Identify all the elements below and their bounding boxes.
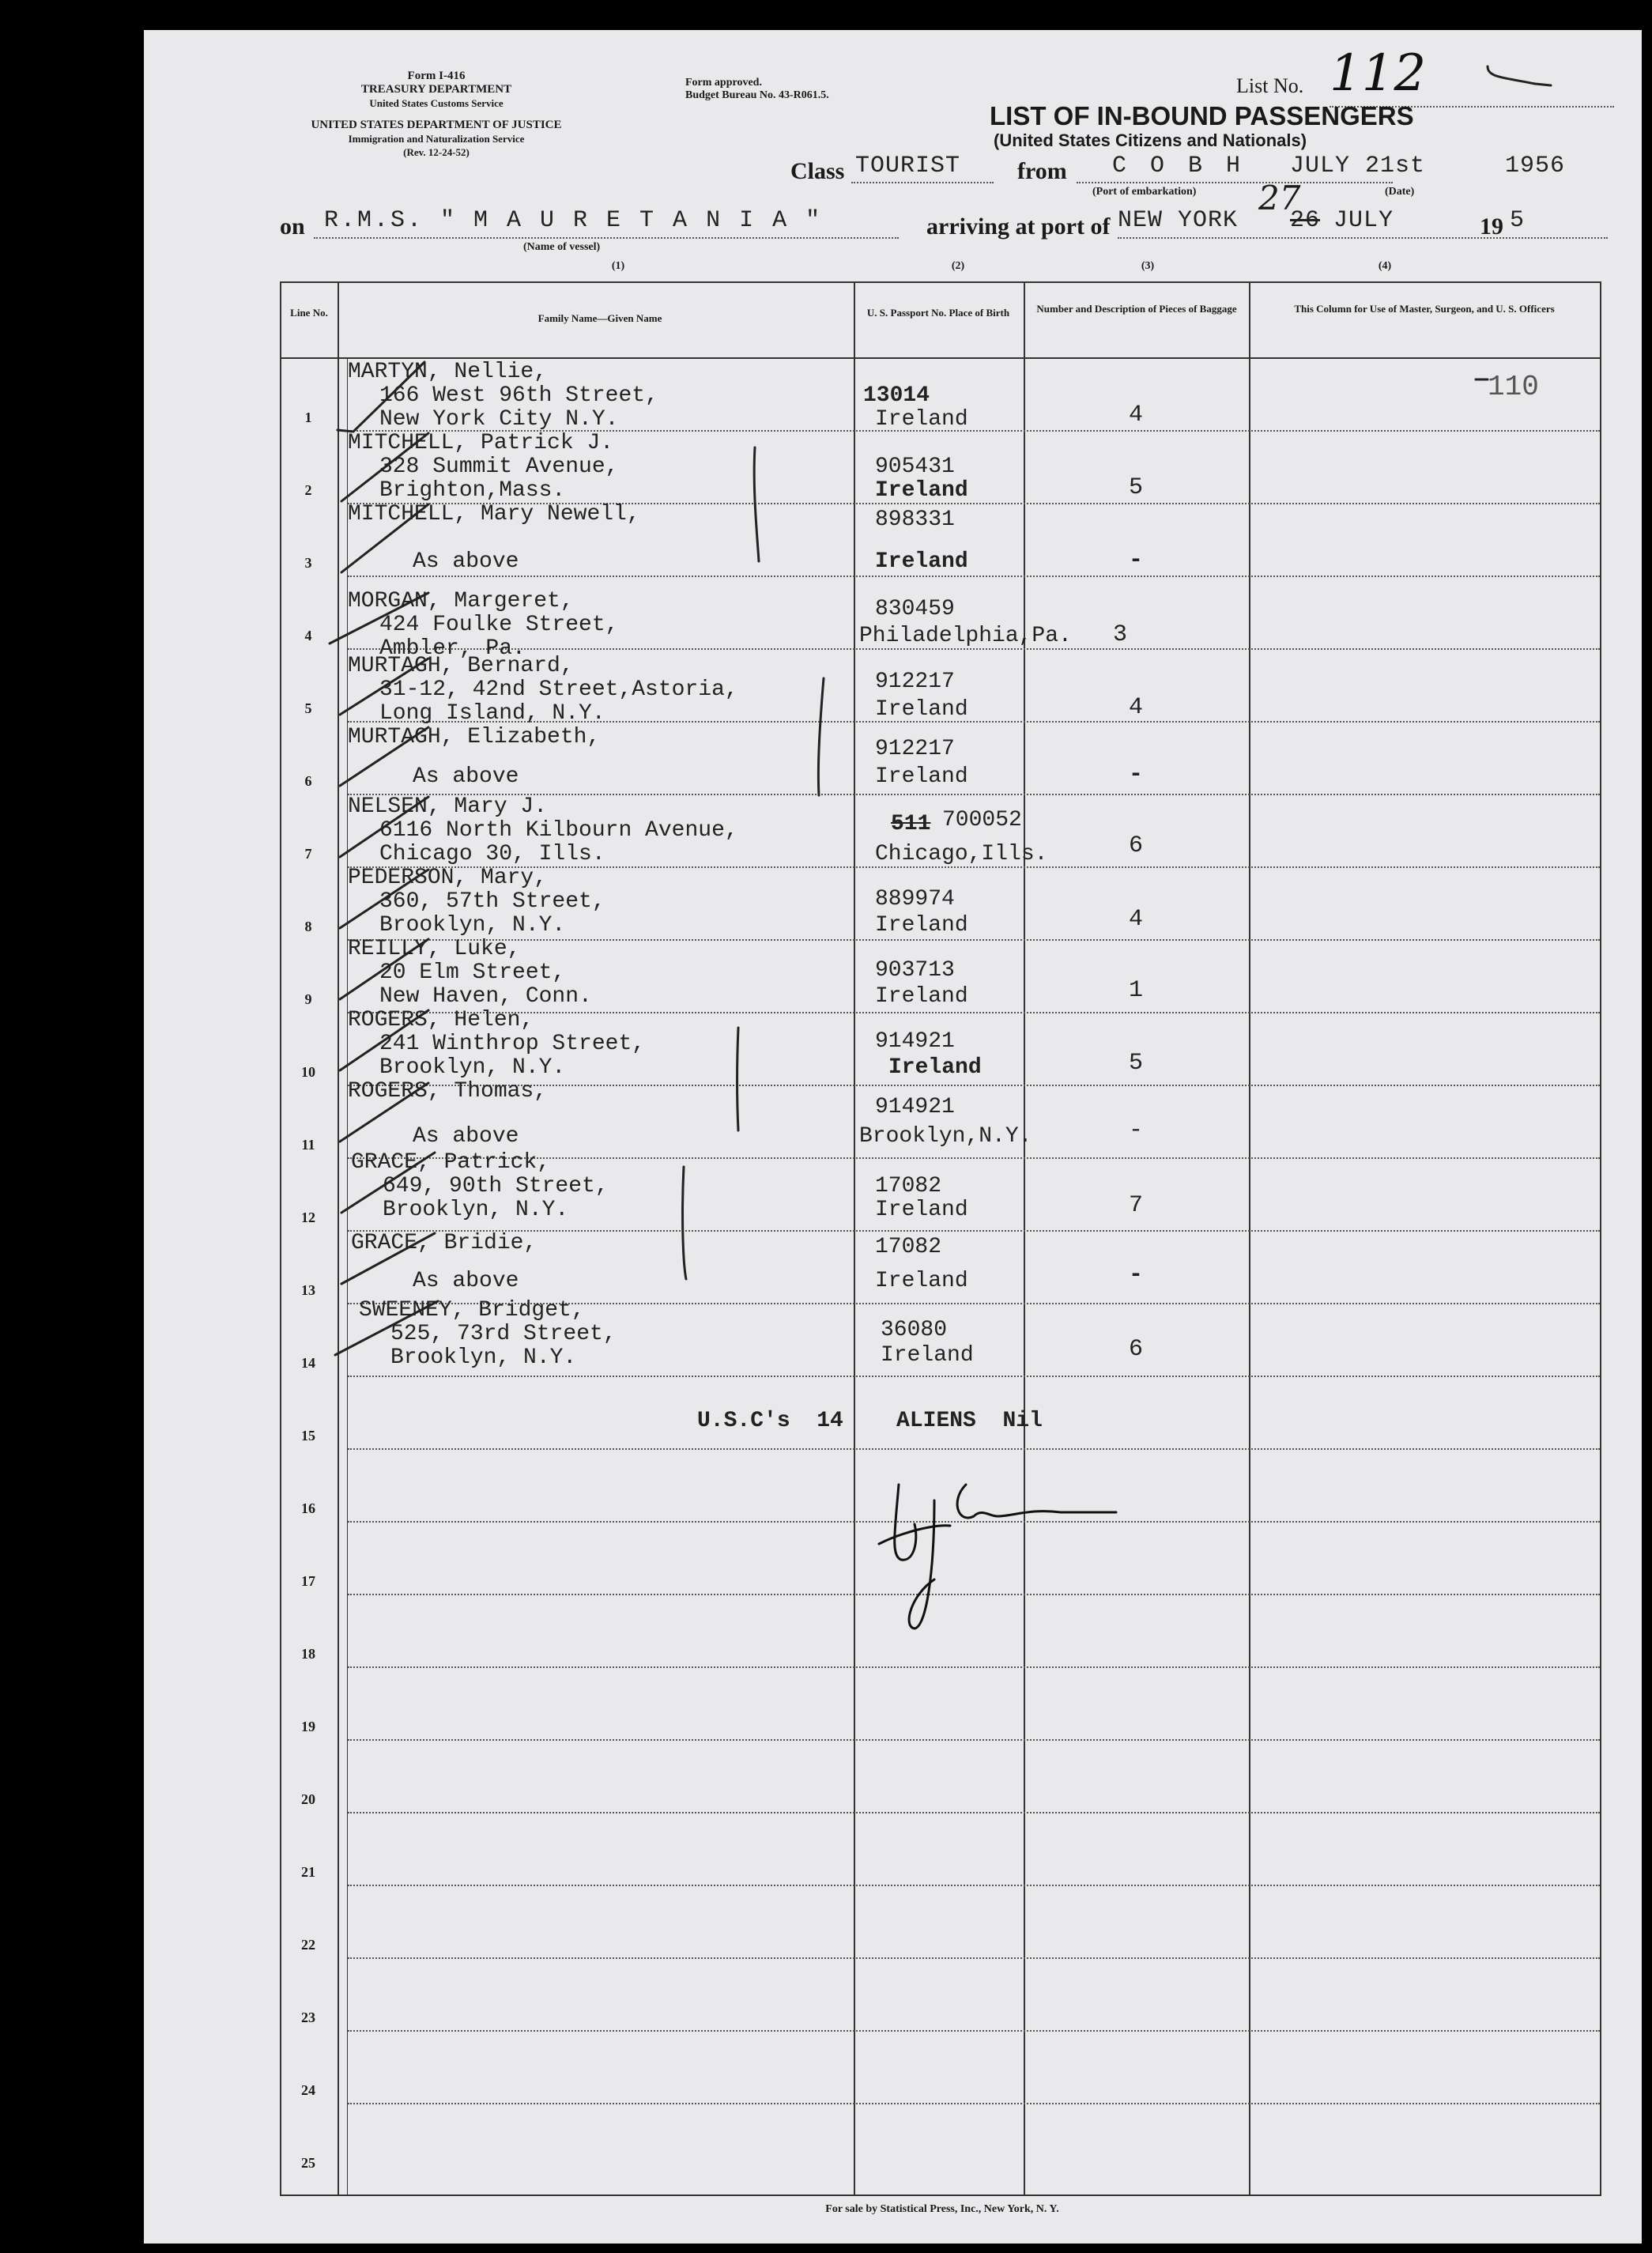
line-number: 7 xyxy=(304,846,312,862)
port-embarkation-label: (Port of embarkation) xyxy=(1092,186,1197,198)
passenger-address: 649, 90th Street, xyxy=(383,1174,609,1198)
line-number: 12 xyxy=(301,1210,315,1225)
place-of-birth: Ireland xyxy=(888,1055,982,1080)
document-sheet xyxy=(144,30,1642,2244)
col-index-4: (4) xyxy=(1378,260,1392,272)
passenger-name: NELSEN, Mary J. xyxy=(348,794,548,819)
tick-mark xyxy=(340,727,428,786)
tick-mark xyxy=(341,433,428,501)
baggage-count: - xyxy=(1128,547,1143,574)
budget-bureau: Budget Bureau No. 43-R061.5. xyxy=(685,89,829,101)
scribble-mark xyxy=(1488,66,1551,85)
baggage-count: 5 xyxy=(1128,1050,1143,1077)
dept-justice: UNITED STATES DEPARTMENT OF JUSTICE xyxy=(311,119,562,131)
list-number: 112 xyxy=(1330,44,1427,103)
baggage-count: - xyxy=(1128,1117,1143,1144)
baggage-count: 3 xyxy=(1112,621,1127,648)
passport-number: 914921 xyxy=(875,1029,955,1054)
passport-number: 17082 xyxy=(875,1174,942,1198)
passenger-address: Long Island, N.Y. xyxy=(379,701,605,726)
arrival-day-handwritten: 27 xyxy=(1258,179,1301,217)
form-number: Form I-416 xyxy=(407,70,466,82)
passenger-name: MURTAGH, Elizabeth, xyxy=(348,725,601,749)
baggage-count: 5 xyxy=(1128,474,1143,501)
from-value: C O B H xyxy=(1112,153,1246,179)
place-of-birth: Ireland xyxy=(881,1343,974,1368)
baggage-count: 4 xyxy=(1128,694,1143,721)
passenger-address: 166 West 96th Street, xyxy=(379,383,658,408)
tick-mark xyxy=(341,1153,435,1213)
header-passport: U. S. Passport No. Place of Birth xyxy=(866,307,1010,319)
passenger-name: MITCHELL, Mary Newell, xyxy=(348,502,640,526)
passenger-address: 6116 North Kilbourn Avenue, xyxy=(379,818,738,843)
passenger-address: Brooklyn, N.Y. xyxy=(383,1198,569,1222)
place-of-birth: Ireland xyxy=(875,1198,968,1222)
arrival-year-prefix: 19 xyxy=(1480,213,1503,240)
on-label: on xyxy=(280,213,305,240)
line-number: 17 xyxy=(301,1573,315,1589)
year-value: 1956 xyxy=(1505,153,1566,179)
line-number: 22 xyxy=(301,1937,315,1953)
col-index-3: (3) xyxy=(1141,260,1155,272)
col-index-1: (1) xyxy=(611,260,625,272)
dept-customs: United States Customs Service xyxy=(369,97,504,109)
place-of-birth: Ireland xyxy=(875,697,968,722)
passport-number: 700052 xyxy=(942,808,1022,832)
passport-number: 905431 xyxy=(875,455,955,479)
passenger-address: 525, 73rd Street, xyxy=(390,1322,617,1346)
baggage-count: 1 xyxy=(1128,977,1143,1004)
passenger-name: PEDERSON, Mary, xyxy=(348,866,548,890)
line-number: 6 xyxy=(304,773,312,789)
passenger-address: New Haven, Conn. xyxy=(379,984,592,1009)
baggage-count: 6 xyxy=(1128,832,1143,859)
tick-mark xyxy=(338,362,424,432)
class-value: TOURIST xyxy=(855,153,961,179)
tick-mark xyxy=(340,870,428,928)
passenger-address: 31-12, 42nd Street,Astoria, xyxy=(379,677,738,702)
passenger-address: As above xyxy=(413,1269,519,1293)
passenger-name: ROGERS, Helen, xyxy=(348,1008,534,1032)
vessel-label: (Name of vessel) xyxy=(523,241,601,253)
passenger-address: Brooklyn, N.Y. xyxy=(379,1055,566,1080)
passenger-address: 20 Elm Street, xyxy=(379,960,566,985)
baggage-count: - xyxy=(1128,761,1143,788)
arrival-year-digit: 5 xyxy=(1510,207,1526,234)
arriving-label: arriving at port of xyxy=(926,213,1111,240)
line-number: 25 xyxy=(301,2155,315,2171)
line-number: 9 xyxy=(304,991,312,1007)
passport-number: 889974 xyxy=(875,887,955,911)
dept-immigration: Immigration and Naturalization Service xyxy=(348,133,525,145)
date-value: JULY 21st xyxy=(1290,153,1426,179)
passenger-address: As above xyxy=(413,1124,519,1149)
passenger-address: Ambler, Pa. xyxy=(379,636,526,661)
line-number: 1 xyxy=(304,409,312,425)
place-of-birth: Ireland xyxy=(875,764,968,789)
line-number: 11 xyxy=(301,1137,315,1153)
page-title: LIST OF IN-BOUND PASSENGERS xyxy=(990,101,1414,130)
line-number: 3 xyxy=(304,555,312,571)
passenger-name: GRACE, Bridie, xyxy=(351,1231,537,1255)
passport-number-struck: 511 xyxy=(891,812,931,836)
line-number: 8 xyxy=(304,919,312,934)
place-of-birth: Brooklyn,N.Y. xyxy=(859,1124,1032,1149)
passenger-name: SWEENEY, Bridget, xyxy=(359,1298,585,1323)
tick-mark xyxy=(335,1301,438,1355)
passenger-address: Brooklyn, N.Y. xyxy=(379,913,566,938)
passport-number: 898331 xyxy=(875,508,955,532)
line-number: 16 xyxy=(301,1500,315,1516)
bracket-mark xyxy=(737,1028,739,1130)
baggage-count: - xyxy=(1128,1262,1143,1289)
line-number: 5 xyxy=(304,700,312,716)
passenger-address: 241 Winthrop Street, xyxy=(379,1032,646,1056)
place-of-birth: Ireland xyxy=(875,1269,968,1293)
date-label: (Date) xyxy=(1385,186,1415,198)
tick-mark xyxy=(340,1010,428,1070)
list-no-label: List No. xyxy=(1236,74,1304,97)
passenger-address: 360, 57th Street, xyxy=(379,889,605,914)
passenger-address: New York City N.Y. xyxy=(379,407,619,432)
line-number: 13 xyxy=(301,1282,315,1298)
passenger-address: 424 Foulke Street, xyxy=(379,613,619,637)
line-number: 20 xyxy=(301,1791,315,1807)
line-number: 23 xyxy=(301,2010,315,2025)
passenger-name: GRACE, Patrick, xyxy=(351,1150,551,1175)
handwriting-overlay xyxy=(144,30,1642,2244)
arrival-port: NEW YORK xyxy=(1118,207,1239,234)
passenger-name: MORGAN, Margeret, xyxy=(348,589,574,613)
page-subtitle: (United States Citizens and Nationals) xyxy=(994,130,1307,150)
arrival-month: JULY xyxy=(1333,207,1394,234)
passport-number: 17082 xyxy=(875,1235,942,1259)
baggage-count: 7 xyxy=(1128,1192,1143,1219)
passport-number: 13014 xyxy=(863,383,930,408)
tick-mark xyxy=(340,1083,428,1142)
header-officers: This Column for Use of Master, Surgeon, and U. S. Officers xyxy=(1294,303,1555,315)
line-number: 2 xyxy=(304,482,312,498)
bracket-mark xyxy=(683,1167,686,1279)
place-of-birth: Ireland xyxy=(875,478,968,503)
passport-number: 912217 xyxy=(875,670,955,694)
header-name: Family Name—Given Name xyxy=(537,312,662,324)
bracket-mark xyxy=(754,447,759,561)
passenger-address: Brighton,Mass. xyxy=(379,478,566,503)
header-baggage: Number and Description of Pieces of Baggage xyxy=(1036,303,1237,315)
signature xyxy=(879,1485,1116,1628)
place-of-birth: Ireland xyxy=(875,549,968,574)
passenger-name: ROGERS, Thomas, xyxy=(348,1079,548,1104)
line-number: 18 xyxy=(301,1646,315,1662)
place-of-birth: Ireland xyxy=(875,913,968,938)
tick-mark xyxy=(341,504,428,572)
passport-number: 914921 xyxy=(875,1095,955,1119)
header-line-no: Line No. xyxy=(290,307,328,319)
form-revision: (Rev. 12-24-52) xyxy=(403,146,470,158)
passport-number: 830459 xyxy=(875,597,955,621)
col-index-2: (2) xyxy=(951,260,965,272)
dept-treasury: TREASURY DEPARTMENT xyxy=(360,83,512,96)
passenger-name: REILLY, Luke, xyxy=(348,937,521,961)
place-of-birth: Chicago,Ills. xyxy=(875,842,1048,866)
passenger-address: As above xyxy=(413,549,519,574)
passport-number: 36080 xyxy=(881,1318,948,1342)
line-number: 24 xyxy=(301,2082,315,2098)
passenger-name: MITCHELL, Patrick J. xyxy=(348,431,614,455)
passenger-address: Brooklyn, N.Y. xyxy=(390,1345,577,1370)
passport-number: 912217 xyxy=(875,737,955,761)
tick-mark xyxy=(340,939,428,999)
line-number: 4 xyxy=(304,628,312,643)
passenger-name: MARTYN, Nellie, xyxy=(348,360,548,384)
passenger-address: Chicago 30, Ills. xyxy=(379,842,605,866)
summary-line: U.S.C's 14 ALIENS Nil xyxy=(697,1409,1043,1433)
bracket-mark xyxy=(818,678,824,795)
place-of-birth: Ireland xyxy=(875,984,968,1009)
passenger-address: 328 Summit Avenue, xyxy=(379,455,619,479)
line-number: 14 xyxy=(301,1355,315,1371)
line-number: 21 xyxy=(301,1864,315,1880)
baggage-count: 6 xyxy=(1128,1336,1143,1363)
baggage-count: 4 xyxy=(1128,906,1143,933)
line-number: 15 xyxy=(301,1428,315,1444)
line-number: 19 xyxy=(301,1719,315,1734)
place-of-birth: Philadelphia,Pa. xyxy=(859,624,1072,648)
officer-note: 110 xyxy=(1488,371,1539,403)
tick-mark xyxy=(341,1233,435,1284)
passenger-name: MURTAGH, Bernard, xyxy=(348,654,574,678)
tick-mark xyxy=(340,797,428,857)
arrival-day-struck: 26 xyxy=(1290,207,1321,234)
passport-number: 903713 xyxy=(875,958,955,983)
passenger-address: As above xyxy=(413,764,519,789)
baggage-count: 4 xyxy=(1128,402,1143,428)
form-approved: Form approved. xyxy=(685,77,762,89)
class-label: Class xyxy=(790,158,845,184)
vessel-name: R.M.S. " M A U R E T A N I A " xyxy=(324,207,823,234)
tick-mark xyxy=(340,659,428,715)
place-of-birth: Ireland xyxy=(875,407,968,432)
tick-mark xyxy=(330,593,428,643)
from-label: from xyxy=(1017,158,1067,184)
footer-printer: For sale by Statistical Press, Inc., New York, N. Y. xyxy=(825,2203,1059,2215)
line-number: 10 xyxy=(301,1064,315,1080)
